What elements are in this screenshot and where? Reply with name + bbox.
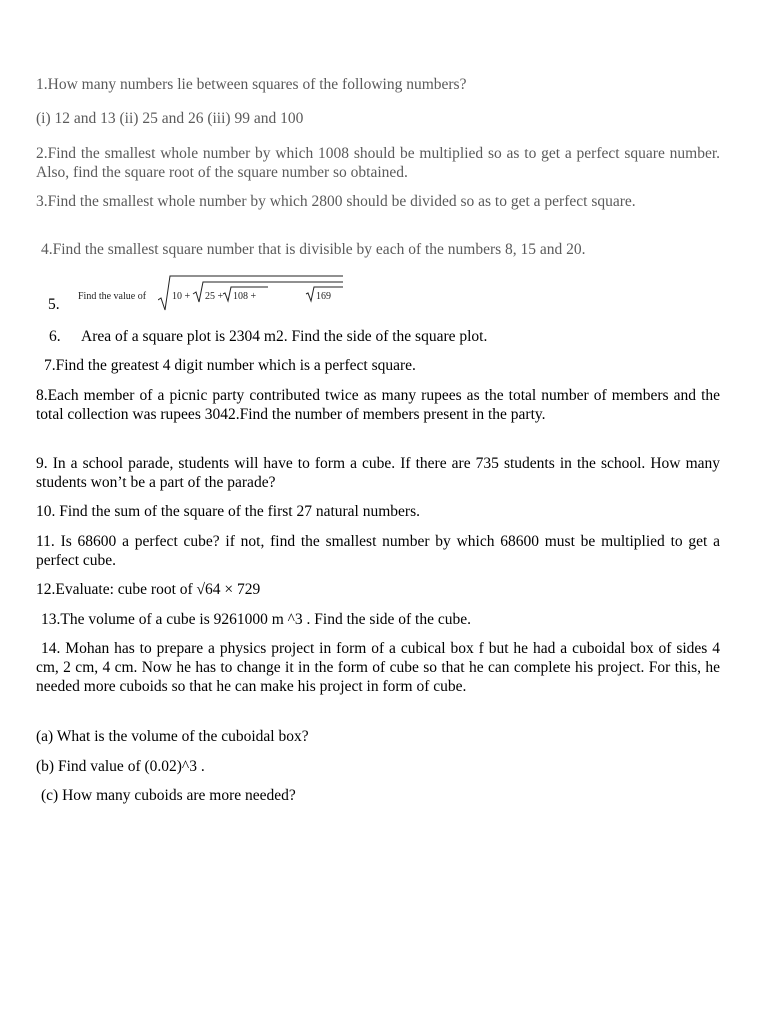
expr-term-c: 108 + [233,291,257,302]
question-5-text: Find the value of [78,291,147,302]
expr-term-b: 25 + [205,291,224,302]
question-5 [48,272,348,320]
question-7: 7.Find the greatest 4 digit number which is a perfect square. [44,357,416,374]
question-2: 2.Find the smallest whole number by which 1008 should be multiplied so as to get a perfect square number. Also, find the square root of the square number so obtained. [36,145,720,181]
question-10: 10. Find the sum of the square of the first 27 natural numbers. [36,503,420,520]
question-6: Area of a square plot is 2304 m2. Find the side of the square plot. [81,328,488,345]
expr-term-d: 169 [316,291,331,302]
question-8: 8.Each member of a picnic party contributed twice as many rupees as the total number of members and the total collection was rupees 3042.Find the number of members present in the party. [36,387,720,423]
nested-radical-expression [158,274,348,314]
question-12: 12.Evaluate: cube root of √64 × 729 [36,581,261,598]
question-1-parts: (i) 12 and 13 (ii) 25 and 26 (iii) 99 and 100 [36,110,304,127]
question-13: 13.The volume of a cube is 9261000 m ^3 . Find the side of the cube. [41,611,471,628]
question-6-number: 6. [49,328,61,345]
question-5-number: 5. [48,296,60,313]
question-14a: (a) What is the volume of the cuboidal box? [36,728,309,745]
question-14b: (b) Find value of (0.02)^3 . [36,758,205,775]
question-9: 9. In a school parade, students will have to form a cube. If there are 735 students in the school. How many students won’t be a part of the parade? [36,455,720,491]
question-14c: (c) How many cuboids are more needed? [41,787,296,804]
question-1: 1.How many numbers lie between squares of the following numbers? [36,76,467,93]
expr-term-a: 10 + [172,291,191,302]
question-4: 4.Find the smallest square number that is divisible by each of the numbers 8, 15 and 20. [41,241,586,258]
question-11: 11. Is 68600 a perfect cube? if not, find the smallest number by which 68600 must be multiplied to get a perfect cube. [36,533,720,569]
question-14: 14. Mohan has to prepare a physics project in form of a cubical box f but he had a cuboidal box of sides 4 cm, 2 cm, 4 cm. Now he has to change it in the form of cube so that he can complete his project. For this, he needed more cuboids so that he can make his project in form of cube. [36,640,720,695]
question-3: 3.Find the smallest whole number by which 2800 should be divided so as to get a perfect square. [36,193,636,210]
